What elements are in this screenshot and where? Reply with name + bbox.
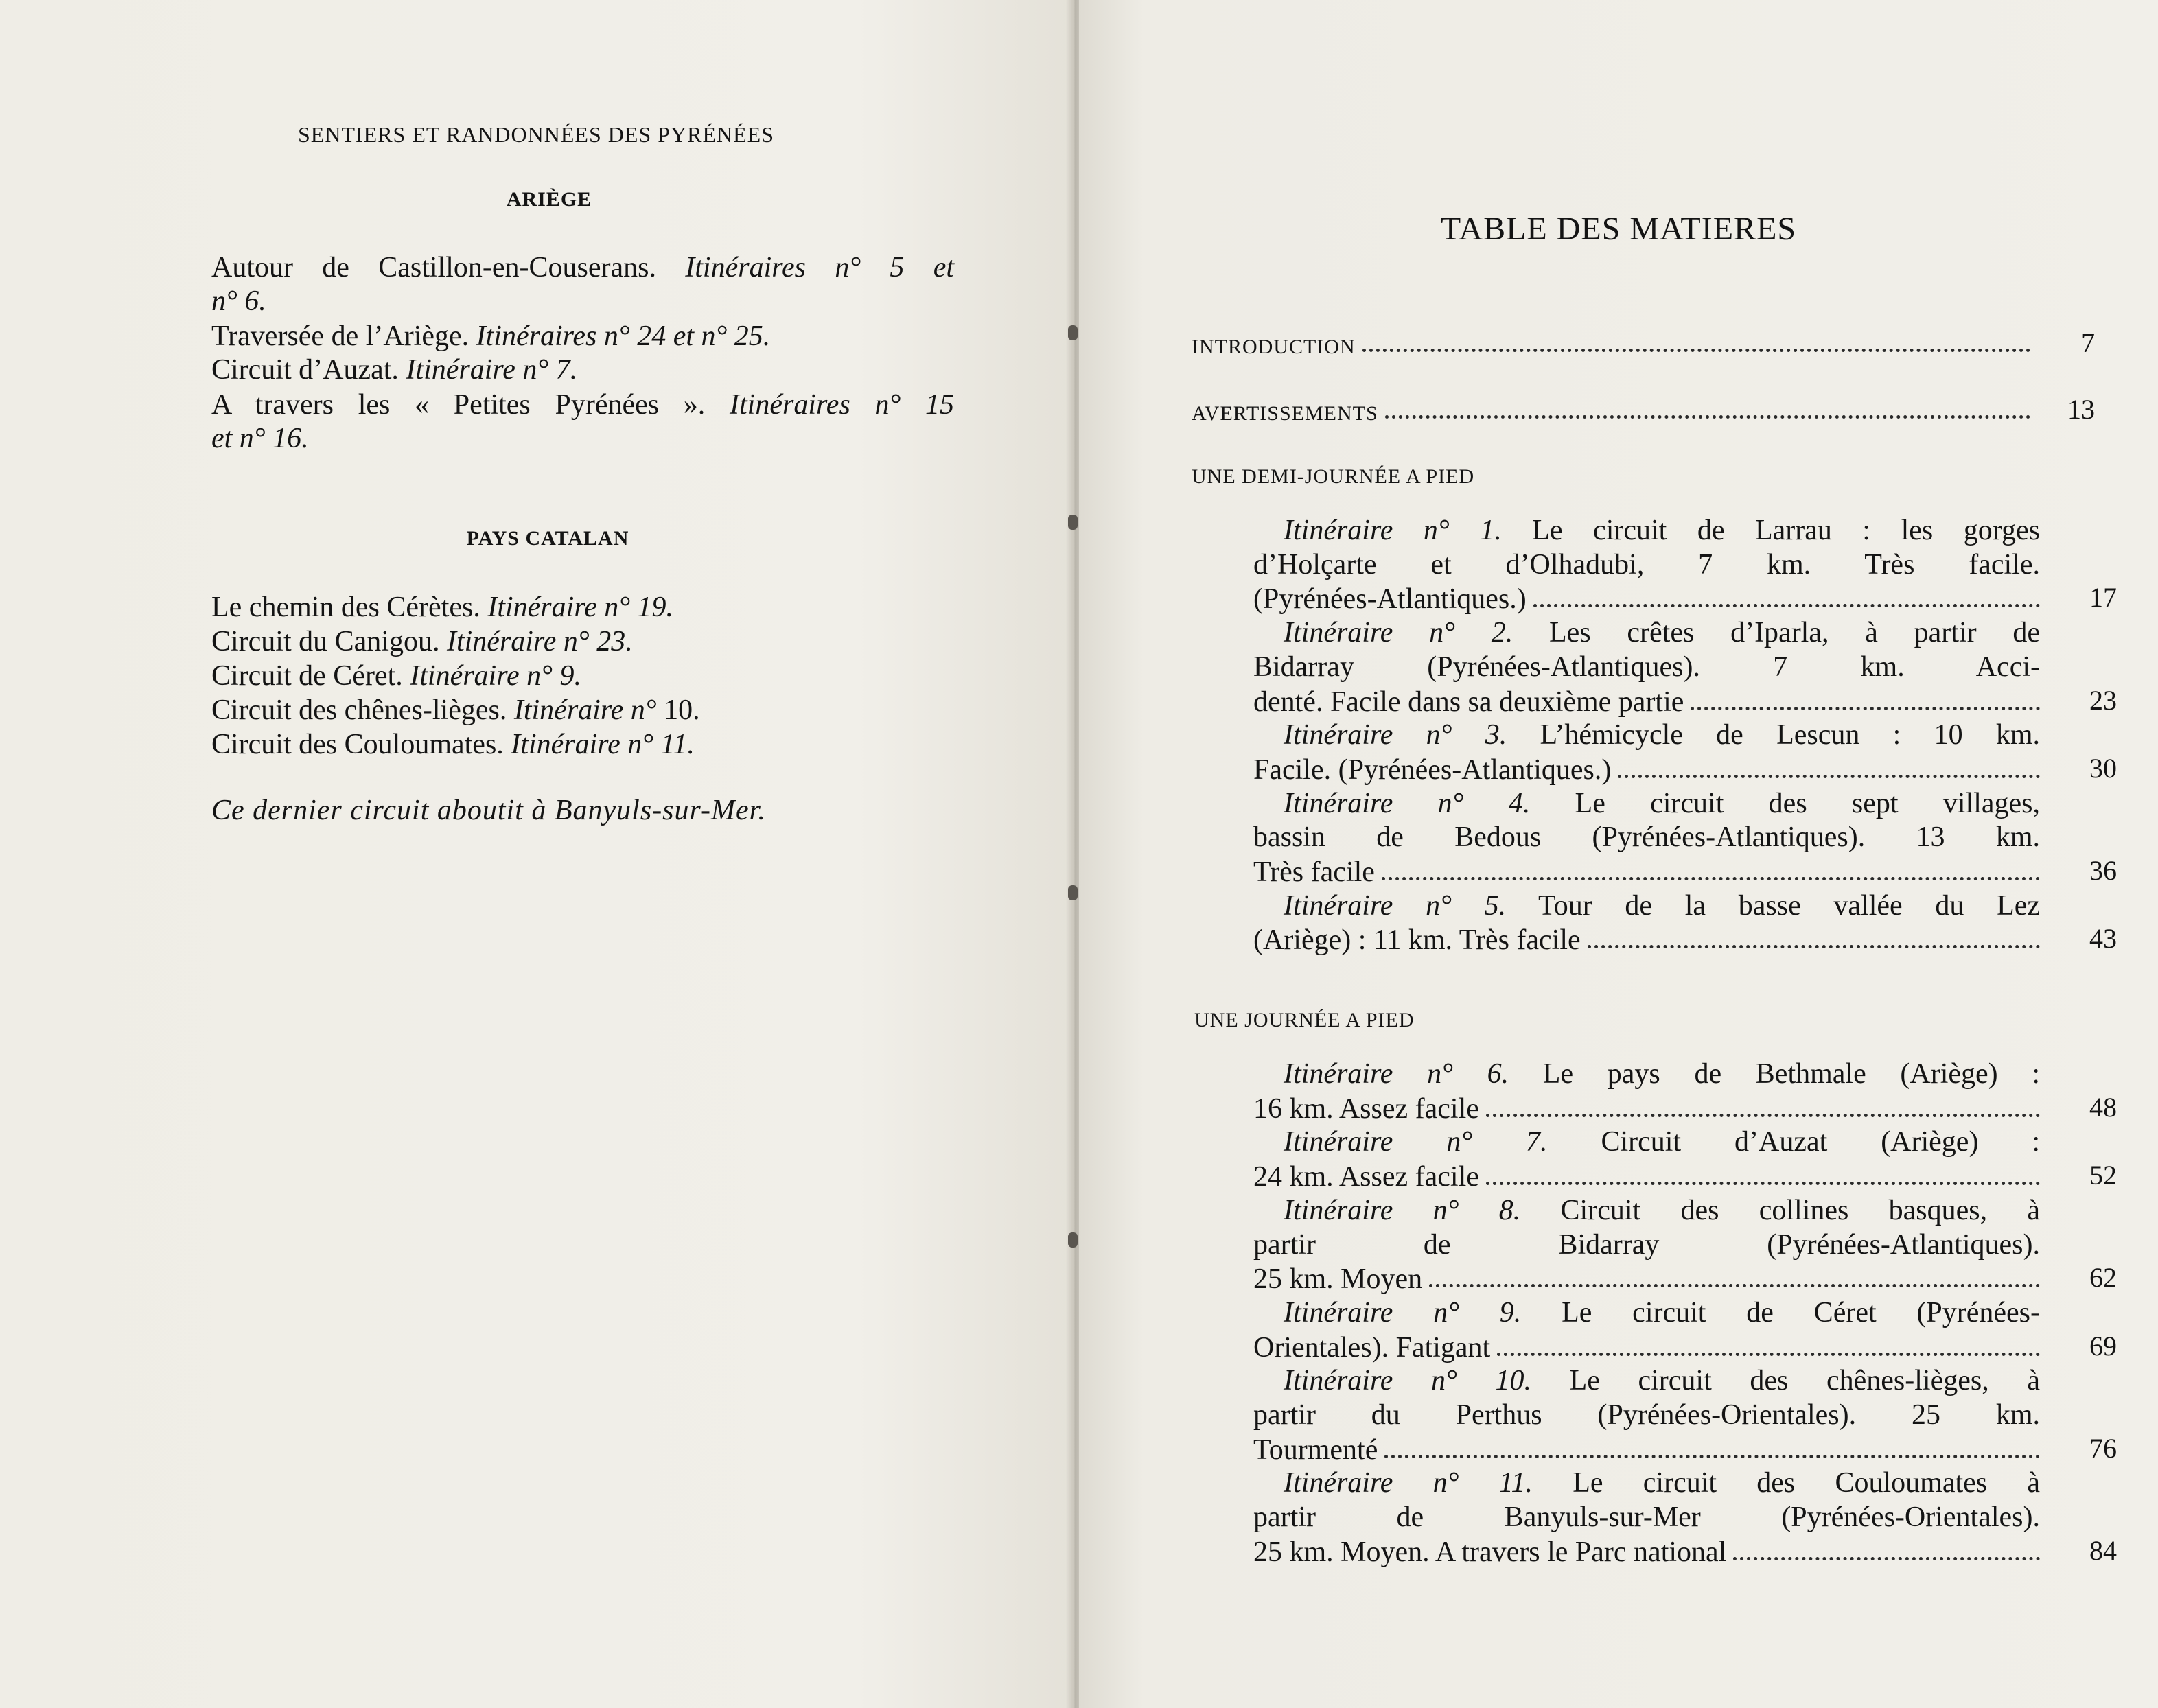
toc-item-text	[1253, 856, 1382, 889]
itinerary-number: Itinéraire n° 7.	[1284, 1126, 1548, 1158]
toc-item-label: Le circuit des sept villages,	[1575, 787, 2041, 819]
toc-item-label: Facile. (Pyrénées-Atlantiques.)	[1253, 753, 1612, 786]
right-page	[1079, 0, 2158, 1708]
italic-text: Itinéraires n° 15	[730, 389, 954, 421]
toc-item-line	[1284, 1125, 2040, 1159]
page-number: 76	[2089, 1432, 2117, 1464]
toc-item-label: Le circuit des chênes-lièges, à	[1569, 1365, 2040, 1397]
dot-leader	[1486, 1182, 2040, 1185]
toc-item-label: Bidarray (Pyrénées-Atlantiques). 7 km. Acci-	[1253, 651, 2040, 683]
dot-leader	[1733, 1557, 2040, 1560]
page-number: 84	[2089, 1534, 2117, 1566]
toc-item-line	[1284, 1193, 2040, 1228]
itinerary-number: Itinéraire n° 4.	[1284, 787, 1531, 819]
dot-leader	[1384, 1455, 2040, 1458]
toc-item-line	[1253, 650, 2040, 684]
left-page	[0, 0, 1072, 1708]
itinerary-number: Itinéraire n° 9.	[1284, 1296, 1522, 1329]
dot-leader	[1497, 1353, 2040, 1356]
text-segment: 10.	[656, 694, 700, 726]
text-segment: Circuit de Céret.	[211, 660, 410, 692]
toc-item-label: denté. Facile dans sa deuxième partie	[1253, 686, 1684, 718]
toc-item-line	[1253, 1228, 2040, 1262]
text-line	[211, 388, 954, 422]
toc-item-label: bassin de Bedous (Pyrénées-Atlantiques). 13 km.	[1253, 821, 2040, 854]
text-segment: Circuit du Canigou.	[211, 626, 447, 657]
italic-text: n° 5 et	[806, 252, 955, 283]
italic-text: Itinéraire n° 9.	[410, 660, 581, 692]
itinerary-number: Itinéraire n° 1.	[1284, 515, 1502, 546]
toc-item-label: partir de Banyuls-sur-Mer (Pyrénées-Orientales).	[1253, 1501, 2040, 1534]
italic-text: et n° 16.	[211, 423, 309, 454]
toc-item-label: Les crêtes d’Iparla, à partir de	[1549, 617, 2041, 649]
binding-stitch	[1068, 325, 1078, 340]
toc-item-line	[1253, 548, 2040, 582]
binding-stitch	[1068, 885, 1078, 900]
text-segment: Circuit d’Auzat.	[211, 354, 406, 386]
itinerary-number: Itinéraire n° 6.	[1284, 1058, 1509, 1090]
text-segment: Circuit des Couloumates.	[211, 729, 511, 760]
toc-item-line	[1253, 1534, 2040, 1569]
toc-item-line	[1284, 1364, 2040, 1398]
text-line	[211, 319, 954, 353]
text-segment: A travers les « Petites Pyrénées ».	[211, 389, 730, 421]
toc-item-line	[1253, 752, 2040, 786]
toc-item-line	[1253, 1500, 2040, 1534]
closing-note: Ce dernier circuit aboutit à Banyuls-sur-Mer.	[211, 795, 766, 826]
toc-entry	[1192, 320, 2095, 359]
section-heading: ARIÈGE	[506, 188, 592, 211]
italic-text: Itinéraire n° 19.	[487, 592, 674, 623]
toc-item-label: L’hémicycle de Lescun : 10 km.	[1540, 719, 2041, 751]
toc-item-label: (Ariège) : 11 km. Très facile	[1253, 924, 1581, 957]
italic-text: Itinéraires n° 24 et n° 25.	[476, 320, 771, 352]
toc-item-text	[1253, 753, 1618, 786]
itinerary-number: Itinéraire n° 8.	[1284, 1194, 1521, 1226]
dot-leader	[1486, 1114, 2040, 1117]
toc-item-label: Très facile	[1253, 856, 1375, 888]
page-number: 23	[2089, 684, 2117, 716]
toc-item-label: 24 km. Assez facile	[1253, 1161, 1479, 1193]
itinerary-number: Itinéraire n° 11.	[1284, 1467, 1533, 1499]
italic-text: Itinéraire n° 11.	[511, 729, 695, 760]
text-segment: Le chemin des Cérètes.	[211, 592, 488, 623]
toc-item-text	[1253, 1160, 1486, 1193]
text-segment: Traversée de l’Ariège.	[211, 320, 476, 352]
toc-item-label: partir du Perthus (Pyrénées-Orientales). 25 km.	[1253, 1399, 2040, 1431]
page-number: 30	[2089, 752, 2117, 784]
text-line	[211, 624, 954, 659]
page-number: 48	[2089, 1091, 2117, 1123]
text-line	[211, 421, 954, 456]
toc-item-text	[1253, 1536, 1733, 1569]
dot-leader	[1588, 945, 2040, 948]
toc-item-label: Tourmenté	[1253, 1434, 1378, 1466]
toc-entry	[1192, 387, 2095, 425]
toc-item-line	[1253, 684, 2040, 718]
toc-item-text	[1253, 686, 1691, 718]
text-line	[211, 250, 954, 285]
toc-item-label: Le pays de Bethmale (Ariège) :	[1542, 1058, 2041, 1090]
text-line	[211, 353, 954, 387]
toc-item-line	[1284, 616, 2040, 650]
page-number: 36	[2089, 855, 2117, 886]
dot-leader	[1362, 349, 2030, 352]
page-title: TABLE DES MATIERES	[1440, 211, 1797, 247]
toc-item-label: 25 km. Moyen	[1253, 1263, 1423, 1296]
toc-item-label: (Pyrénées-Atlantiques.)	[1253, 583, 1527, 616]
toc-item-line	[1284, 718, 2040, 752]
toc-item-text	[1253, 1331, 1497, 1364]
itinerary-number: Itinéraire n° 3.	[1284, 719, 1507, 751]
toc-item-line	[1253, 581, 2040, 616]
page-number: 7	[2081, 327, 2095, 358]
toc-item-label: Orientales). Fatigant	[1253, 1331, 1491, 1364]
dot-leader	[1429, 1284, 2040, 1287]
text-line	[211, 659, 954, 693]
toc-item-text	[1253, 924, 1588, 957]
toc-item-text	[1253, 1263, 1429, 1296]
toc-item-label: Tour de la basse vallée du Lez	[1538, 889, 2041, 922]
toc-item-line	[1253, 854, 2040, 889]
dot-leader	[1691, 707, 2040, 710]
toc-item-line	[1284, 786, 2040, 821]
italic-text: n° 6.	[211, 285, 266, 317]
dot-leader	[1382, 877, 2040, 880]
toc-item-text	[1253, 1434, 1384, 1466]
toc-item-label: Le circuit de Céret (Pyrénées-	[1562, 1296, 2041, 1329]
italic-text: Itinéraire n°	[513, 694, 657, 726]
page-number: 69	[2089, 1330, 2117, 1361]
itinerary-number: Itinéraire n° 2.	[1284, 617, 1513, 649]
page-number: 52	[2089, 1160, 2117, 1191]
toc-item-line	[1284, 1296, 2040, 1330]
page-number: 13	[2067, 394, 2095, 425]
toc-item-line	[1253, 1330, 2040, 1364]
toc-item-line	[1284, 889, 2040, 923]
text-line	[211, 284, 954, 318]
toc-item-line	[1253, 1261, 2040, 1296]
italic-text: Itinéraire n° 7.	[406, 354, 578, 386]
page-number: 17	[2089, 582, 2117, 613]
itinerary-number: Itinéraire n° 5.	[1284, 889, 1507, 922]
dot-leader	[1385, 415, 2030, 419]
text-segment: Circuit des chênes-lièges.	[211, 694, 514, 726]
toc-item-line	[1284, 513, 2040, 548]
text-line	[211, 727, 954, 762]
toc-item-text	[1253, 1092, 1486, 1125]
toc-item-line	[1253, 1398, 2040, 1432]
toc-entry-label: INTRODUCTION	[1192, 336, 1356, 358]
text-segment: Autour de Castillon-en-Couserans.	[211, 252, 686, 283]
toc-item-label: Le circuit des Couloumates à	[1573, 1467, 2040, 1499]
text-line	[211, 590, 954, 624]
toc-item-line	[1253, 820, 2040, 854]
toc-section-heading: UNE JOURNÉE A PIED	[1194, 1009, 1415, 1031]
toc-item-label: Circuit d’Auzat (Ariège) :	[1601, 1126, 2041, 1158]
toc-item-text	[1253, 583, 1533, 616]
itinerary-number: Itinéraire n° 10.	[1284, 1365, 1531, 1397]
toc-item-line	[1284, 1057, 2040, 1091]
toc-item-label: Le circuit de Larrau : les gorges	[1532, 515, 2040, 546]
italic-text: Itinéraires	[685, 252, 807, 283]
binding-stitch	[1068, 1232, 1078, 1248]
toc-item-label: partir de Bidarray (Pyrénées-Atlantiques).	[1253, 1228, 2040, 1261]
binding-stitch	[1068, 515, 1078, 530]
toc-item-line	[1253, 922, 2040, 957]
toc-item-line	[1253, 1159, 2040, 1193]
toc-item-label: Circuit des collines basques, à	[1560, 1194, 2041, 1226]
text-line	[211, 693, 954, 727]
italic-text: Itinéraire n° 23.	[446, 626, 633, 657]
page-number: 62	[2089, 1262, 2117, 1294]
page-number: 43	[2089, 923, 2117, 955]
toc-section-heading: UNE DEMI-JOURNÉE A PIED	[1192, 465, 1475, 488]
section-heading: PAYS CATALAN	[466, 527, 629, 550]
dot-leader	[1533, 604, 2040, 607]
toc-item-label: d’Holçarte et d’Olhadubi, 7 km. Très facile.	[1253, 548, 2040, 581]
toc-item-line	[1253, 1091, 2040, 1125]
toc-entry-label: AVERTISSEMENTS	[1192, 402, 1378, 425]
toc-item-label: 25 km. Moyen. A travers le Parc national	[1253, 1536, 1727, 1568]
toc-item-line	[1284, 1466, 2040, 1500]
dot-leader	[1618, 775, 2040, 778]
toc-item-label: 16 km. Assez facile	[1253, 1092, 1479, 1125]
toc-item-line	[1253, 1432, 2040, 1466]
running-head: SENTIERS ET RANDONNÉES DES PYRÉNÉES	[298, 122, 774, 147]
